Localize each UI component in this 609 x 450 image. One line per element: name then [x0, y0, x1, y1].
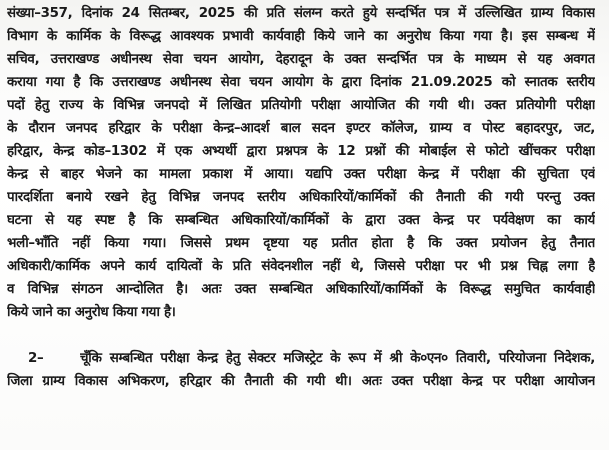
- paragraph-1-line-4: कराया गया है कि उत्तराखण्ड अधीनस्थ सेवा चयन आयोग के द्वारा दिनांक 21.09.2025 को स्नातक स्तरीय: [7, 75, 595, 90]
- paragraph-1-line-10: घटना से यह स्पष्ट है कि सम्बन्धित अधिकारियों/कार्मिकों के द्वारा उक्त केन्द्र पर पर्यवेक्षण का कार्य: [7, 213, 595, 228]
- paragraph-1-line-13: व विभिन्न संगठन आन्दोलित है। अतः उक्त सम्बन्धित अधिकारियों/कार्मिकों के विरूद्ध समुचित कार्यवाही: [7, 282, 595, 297]
- paragraph-1-line-11: भली–भाँति नहीं किया गया। जिससे प्रथम दृष्टया यह प्रतीत होता है कि उक्त प्रयोजन हेतु तैनात: [7, 236, 595, 251]
- paragraph-1-line-1: संख्या–357, दिनांक 24 सितम्बर, 2025 की प्रति संलग्न करते हुये सन्दर्भित पत्र में उल्लिखित ग्राम्य विकास: [7, 6, 595, 21]
- paragraph-1-line-6: के दौरान जनपद हरिद्वार के परीक्षा केन्द्र–आदर्श बाल सदन इण्टर कॉलेज, ग्राम्य व पोस्ट बहादरपुर, जट,: [7, 121, 595, 136]
- paragraph-1-line-14: किये जाने का अनुरोध किया गया है।: [7, 305, 176, 320]
- paragraph-2-line-2: जिला ग्राम्य विकास अभिकरण, हरिद्वार की तैनाती की गयी थी। अतः उक्त परीक्षा केन्द्र पर परीक्षा आयोजन: [7, 374, 595, 389]
- paragraph-1-line-12: अधिकारी/कार्मिक अपने कार्य दायित्वों के प्रति संवेदनशील नहीं थे, जिससे परीक्षा पर भी प्रश्न चिह्न लगा है: [7, 259, 595, 274]
- paragraph-2-line-1: चूँकि सम्बन्धित परीक्षा केन्द्र हेतु सेक्टर मजिस्ट्रेट के रूप में श्री के०एन० तिवारी, परियोजना निदेशक,: [80, 351, 595, 366]
- paragraph-1-line-9: पारदर्शिता बनाये रखने हेतु विभिन्न जनपद स्तरीय अधिकारियों/कार्मिकों की तैनाती की गयी परन्तु उक्त: [7, 190, 595, 205]
- paragraph-1-line-7: हरिद्वार, केन्द्र कोड–1302 में एक अभ्यर्थी द्वारा प्रश्नपत्र के 12 प्रश्नों की मोबाईल से फोटो खींचकर परीक्षा: [7, 144, 595, 159]
- paragraph-2-number: 2–: [28, 351, 44, 366]
- paragraph-1-line-5: पदों हेतु राज्य के विभिन्न जनपदो में लिखित प्रतियोगी परीक्षा आयोजित की गयी थी। उक्त प्रतियोगी परीक्षा: [7, 98, 595, 113]
- paragraph-1-line-3: सचिव, उत्तराखण्ड अधीनस्थ सेवा चयन आयोग, देहरादून के उक्त सन्दर्भित पत्र के माध्यम से यह अवगत: [7, 52, 595, 67]
- paragraph-1-line-8: केन्द्र से बाहर भेजने का मामला प्रकाश में आया। यद्यपि उक्त परीक्षा केन्द्र में परीक्षा की सुचिता एवं: [7, 167, 595, 182]
- paragraph-1-line-2: विभाग के कार्मिक के विरूद्ध आवश्यक प्रभावी कार्यवाही किये जाने का अनुरोध किया गया है। इस सम्बन्ध में: [7, 29, 595, 44]
